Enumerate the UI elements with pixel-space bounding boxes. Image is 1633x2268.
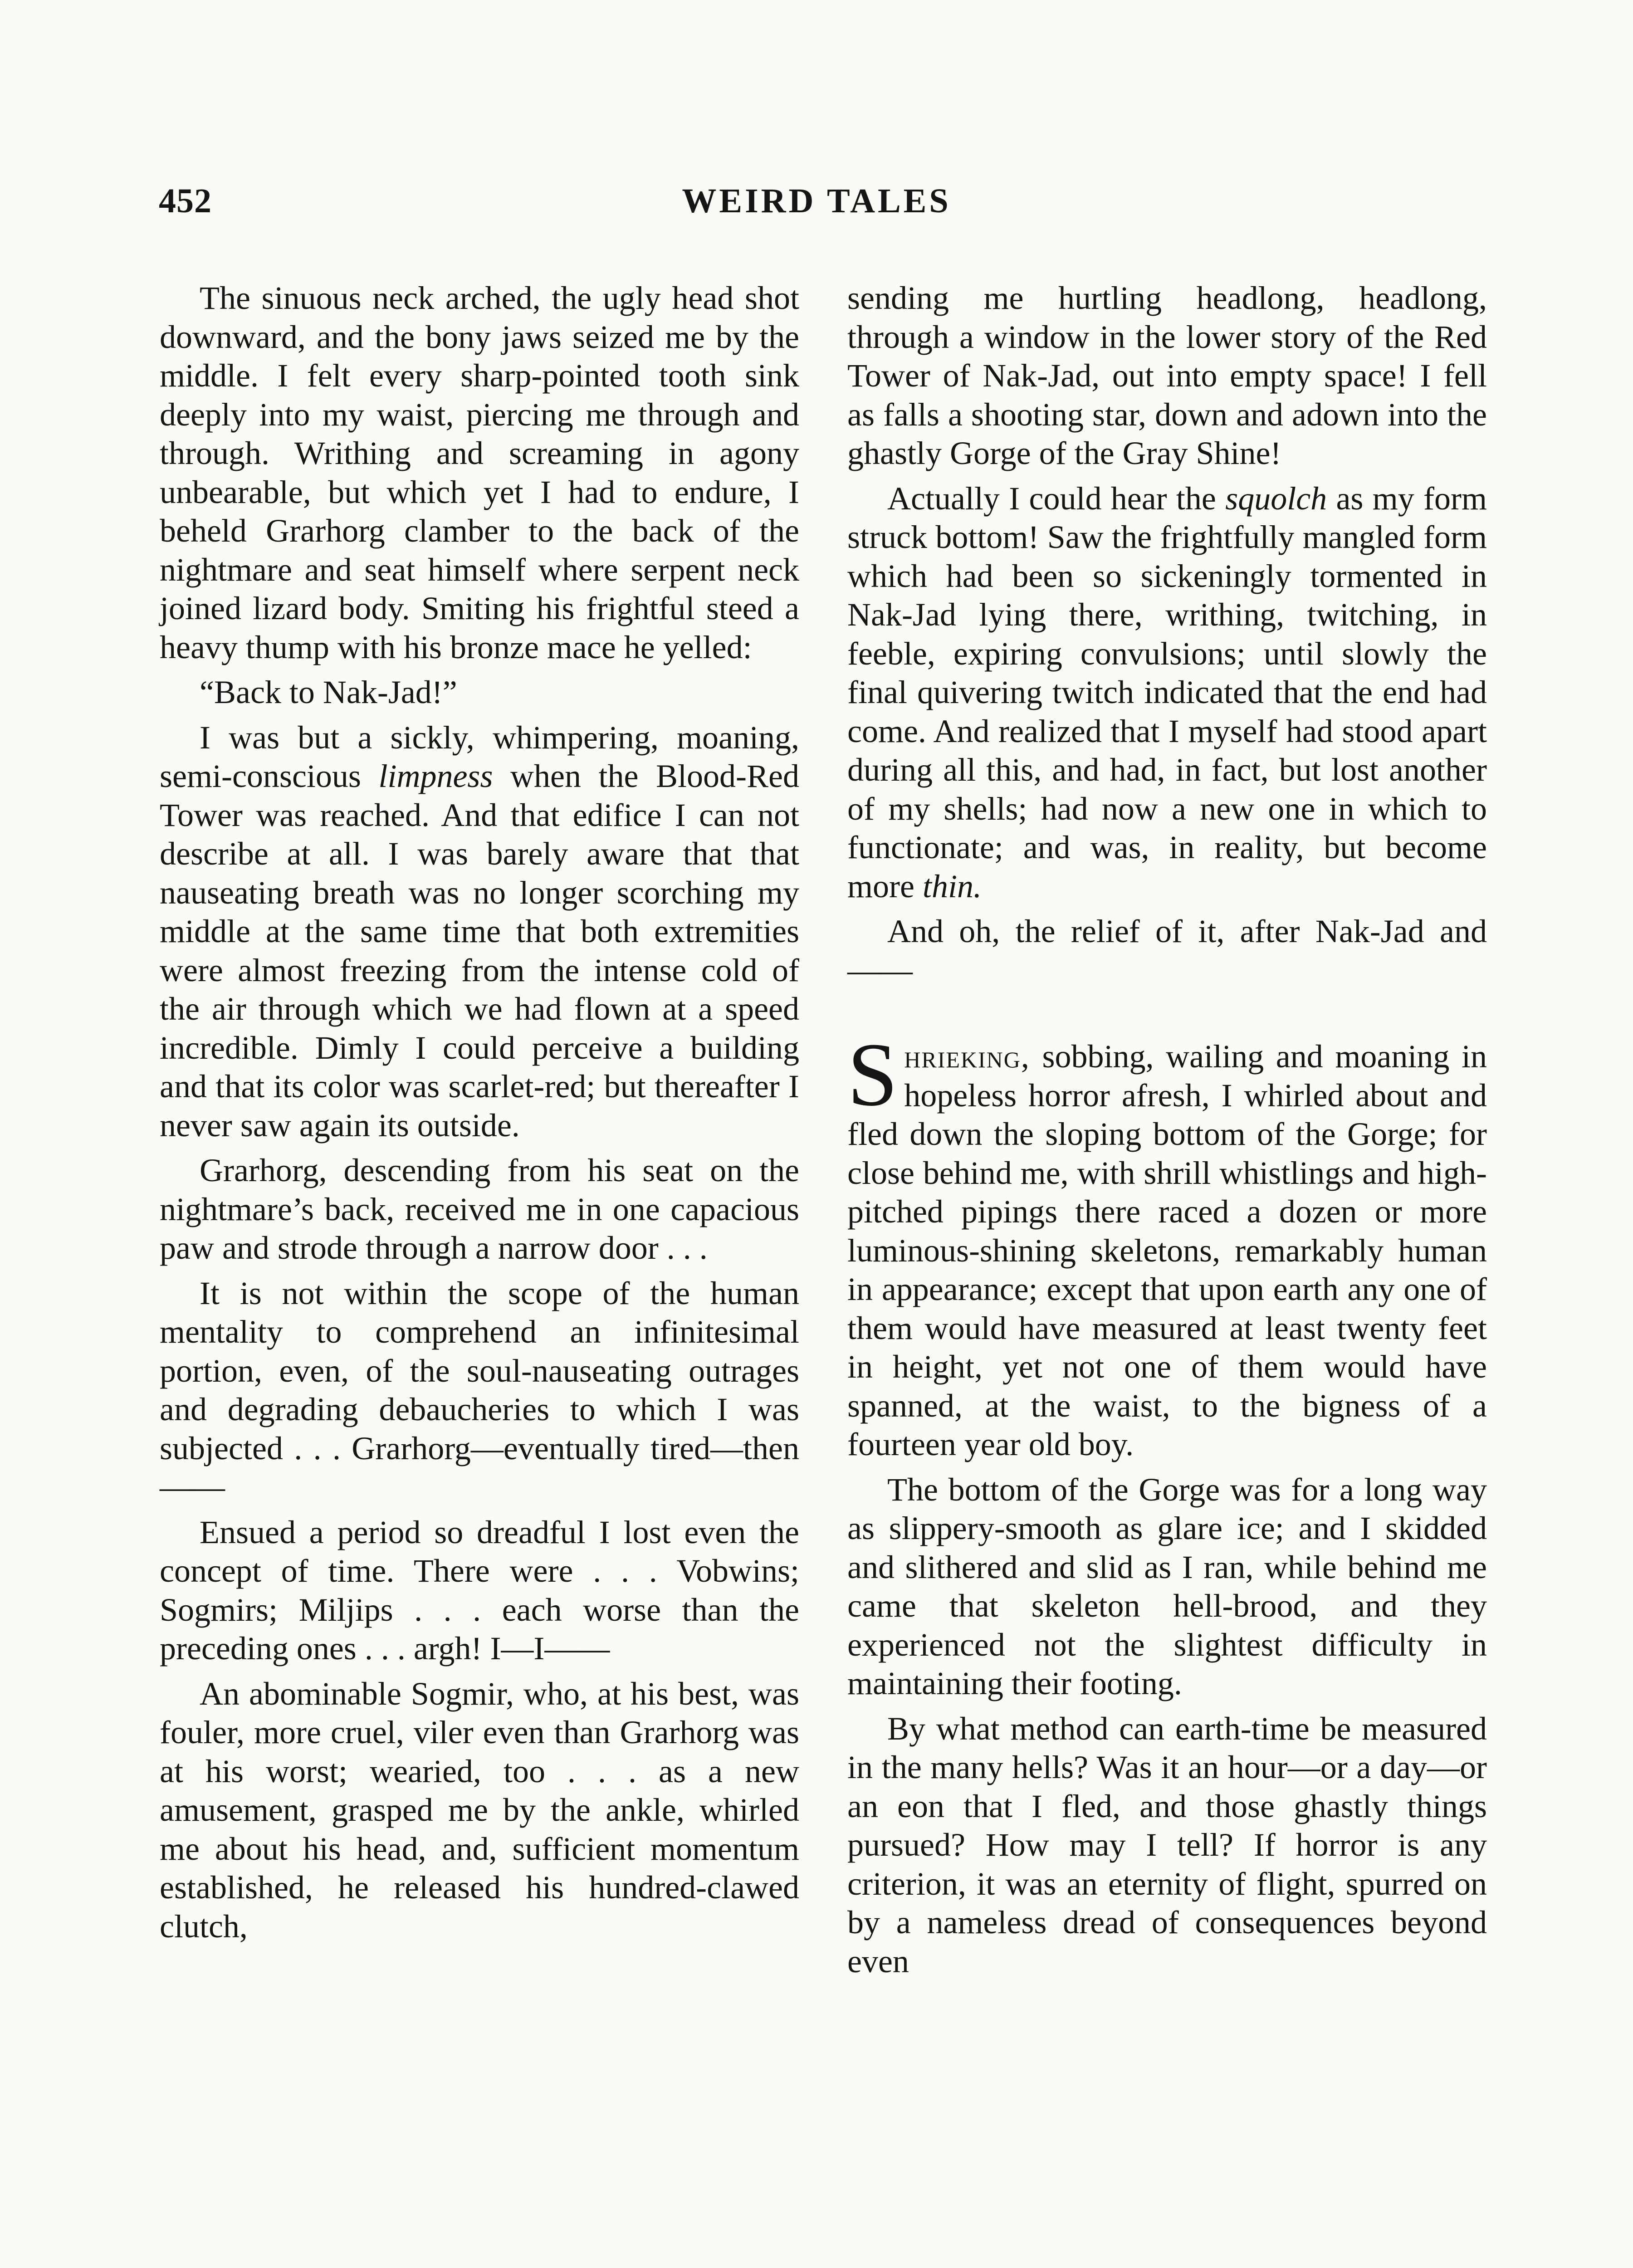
paragraph: Grarhorg, descending from his seat on the nightmare’s back, received me in one capacious paw and strode through a narrow door . . . bbox=[160, 1152, 799, 1266]
text-run: Actually I could hear the bbox=[887, 480, 1226, 517]
emphasis: limpness bbox=[378, 758, 493, 794]
page-number: 452 bbox=[159, 182, 212, 220]
paragraph bbox=[160, 719, 799, 1145]
paragraph: The bottom of the Gorge was for a long way as slippery-smooth as glare ice; and I skidded and slithered and slid as I ran, while behind me came that skeleton hell-brood, and they experienced not the slightest difficulty in maintaining their footing. bbox=[847, 1471, 1487, 1701]
emphasis: thin. bbox=[922, 868, 982, 904]
paragraph: It is not within the scope of the human mentality to comprehend an infinitesimal portion, even, of the soul-nauseating outrages and degrading debaucheries to which I was subjected . . . Grarhorg—eventually tired—then—— bbox=[160, 1275, 799, 1505]
paragraph: The sinuous neck arched, the ugly head shot downward, and the bony jaws seized me by the middle. I felt every sharp-pointed tooth sink deeply into my waist, piercing me through and through. Writhing and screaming in agony unbearable, but which yet I had to endure, I beheld Grarhorg clamber to the back of the nightmare and seat himself where serpent neck joined lizard body. Smiting his frightful steed a heavy thump with his bronze mace he yelled: bbox=[160, 280, 799, 665]
running-head: WEIRD TALES bbox=[682, 182, 951, 220]
paragraph: By what method can earth-time be measured in the many hells? Was it an hour—or a day—or an eon that I fled, and those ghastly things pursued? How may I tell? If horror is any criterion, it was an eternity of flight, spurred on by a nameless dread of consequences beyond even bbox=[847, 1710, 1487, 1980]
small-caps-lead: hrieking, bbox=[904, 1038, 1030, 1075]
text-run: when the Blood-Red Tower was reached. And that edifice I can not describe at all. I was barely aware that that nauseating breath was no longer scorching my middle at the same time that both extremities were almost freezing from the intense cold of the air through which we had flown at a speed incredible. Dimly I could perceive a building and that its color was scarlet-red; but thereafter I never saw again its outside. bbox=[160, 758, 799, 1144]
drop-cap: S bbox=[847, 1025, 898, 1125]
left-column bbox=[160, 279, 799, 1946]
paragraph bbox=[847, 1025, 1487, 1464]
text-run: I was but a sickly, whimpering, moaning, semi-conscious bbox=[160, 719, 799, 794]
paragraph: An abominable Sogmir, who, at his best, was fouler, more cruel, viler even than Grarhorg was at his worst; wearied, too . . . as a new amusement, grasped me by the ankle, whirled me about his head, and, sufficient momentum established, he released his hundred-clawed clutch, bbox=[160, 1675, 799, 1945]
emphasis: squolch bbox=[1225, 480, 1327, 517]
paragraph: “Back to Nak-Jad!” bbox=[200, 674, 457, 710]
paragraph bbox=[847, 479, 1487, 906]
text-run: sobbing, wailing and moaning in hopeless horror afresh, I whirled about and fled down the sloping bottom of the Gorge; for close behind me, with shrill whistlings and high-pitched pipings there raced a dozen or more luminous-shining skeletons, remarkably human in appearance; except that upon earth any one of them would have measured at least twenty feet in height, yet not one of them would have spanned, at the waist, to the bigness of a fourteen year old boy. bbox=[847, 1038, 1487, 1462]
paragraph: And oh, the relief of it, after Nak-Jad and—— bbox=[847, 913, 1487, 988]
paragraph: Ensued a period so dreadful I lost even the concept of time. There were . . . Vobwins; Sogmirs; Miljips . . . each worse than the preceding ones . . . argh! I—I—— bbox=[160, 1514, 799, 1667]
text-run: as my form struck bottom! Saw the frightfully mangled form which had been so sickeningly tormented in Nak-Jad lying there, writhing, twitching, in feeble, expiring convulsions; until slowly the final quivering twitch indicated that the end had come. And realized that I myself had stood apart during all this, and had, in fact, but lost another of my shells; had now a new one in which to functionate; and was, in reality, but become more bbox=[847, 480, 1487, 904]
paragraph: sending me hurtling headlong, headlong, through a window in the lower story of the Red Tower of Nak-Jad, out into empty space! I fell as falls a shooting star, down and adown into the ghastly Gorge of the Gray Shine! bbox=[847, 280, 1487, 471]
right-column bbox=[847, 279, 1487, 1981]
